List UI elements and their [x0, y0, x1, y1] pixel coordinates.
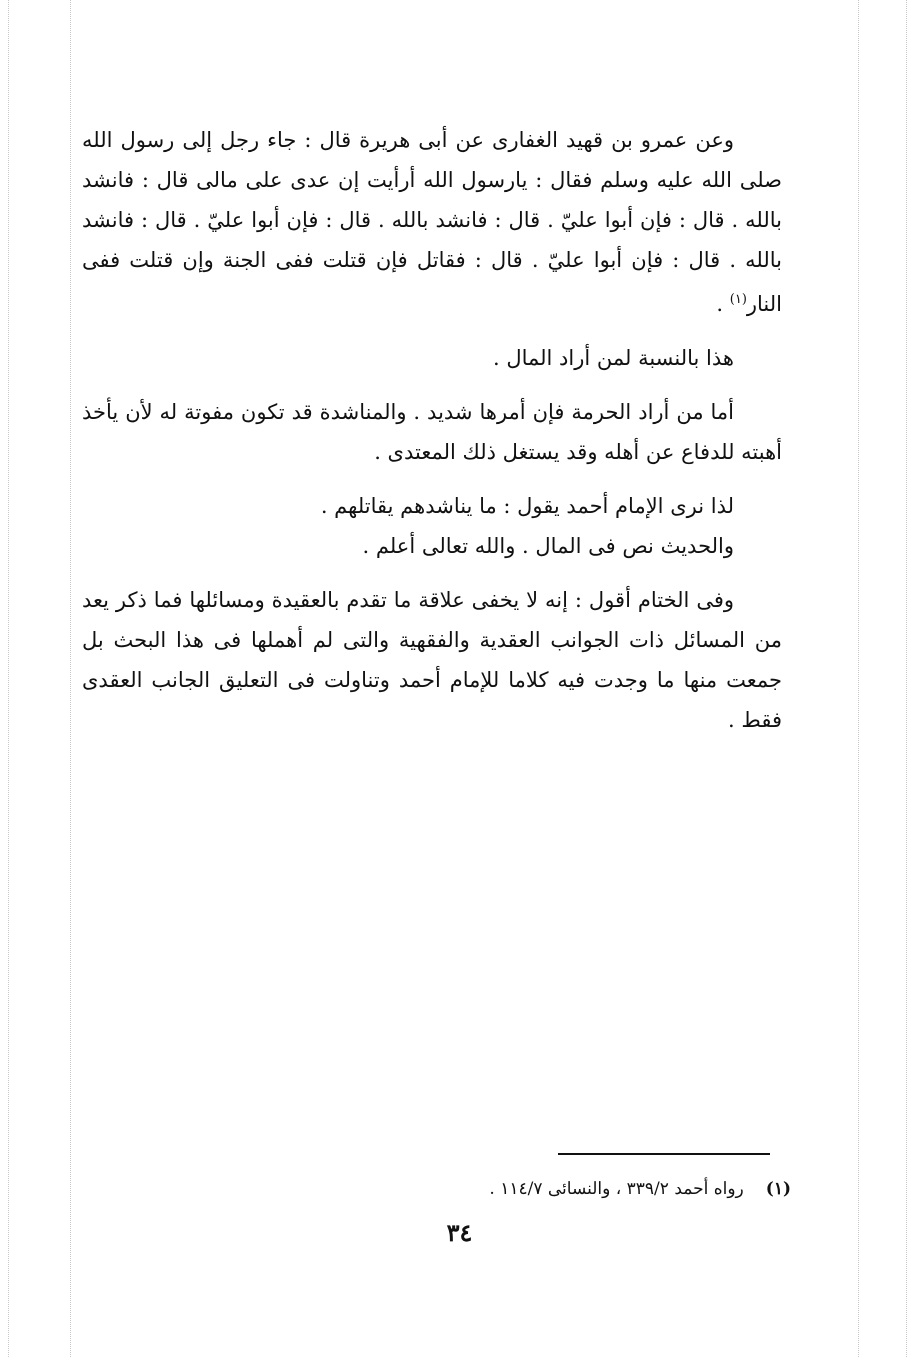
hadith-text: وعن عمرو بن قهيد الغفارى عن أبى هريرة قال : جاء رجل إلى رسول الله صلى الله عليه وسلم فقال : يارسول الله أرأيت إن عدى على مالى قال : فانشد بالله . قال : فإن أبوا عليّ . قال : فانشد بالله . قال : فإن أبوا عليّ . قال : فانشد بالله . قال : فإن أبوا عليّ . قال : فقاتل فإن قتلت ففى الجنة وإن قتلت ففى النار: [82, 128, 782, 316]
scan-edge-left: [8, 0, 9, 1357]
page-body: [82, 120, 782, 754]
line-hadith-text: والحديث نص فى المال . والله تعالى أعلم .: [362, 534, 734, 558]
scan-edge-right: [906, 0, 907, 1357]
footnote: [489, 1176, 791, 1202]
hadith-end: .: [716, 292, 730, 316]
footnote-separator: [558, 1153, 770, 1155]
closing-paragraph: وفى الختام أقول : إنه لا يخفى علاقة ما تقدم بالعقيدة ومسائلها فما ذكر يعد من المسائل ذات الجوانب العقدية والفقهية والتى لم أهملها فى هذا البحث بل جمعت منها ما وجدت فيه كلاما للإمام أحمد وتناولت فى التعليق الجانب العقدى فقط .: [82, 588, 782, 732]
page-number: ٣٤: [446, 1218, 473, 1247]
short-lines: [82, 486, 782, 566]
footnote-marker: (١): [765, 1179, 791, 1199]
footnote-text: رواه أحمد ٣٣٩/٢ ، والنسائى ١١٤/٧ .: [489, 1179, 744, 1199]
paragraph-money: هذا بالنسبة لمن أراد المال .: [492, 346, 734, 370]
scan-edge-right-inner: [858, 0, 859, 1357]
line-imam-ahmad: لذا نرى الإمام أحمد يقول : ما يناشدهم يقاتلهم .: [320, 494, 734, 518]
footnote-reference: (١): [729, 292, 747, 307]
paragraph-honor: أما من أراد الحرمة فإن أمرها شديد . والمناشدة قد تكون مفوتة له لأن يأخذ أهبته للدفاع عن أهله وقد يستغل ذلك المعتدى .: [82, 400, 782, 464]
hadith-paragraph: [82, 120, 782, 324]
scan-edge-left-inner: [70, 0, 71, 1357]
